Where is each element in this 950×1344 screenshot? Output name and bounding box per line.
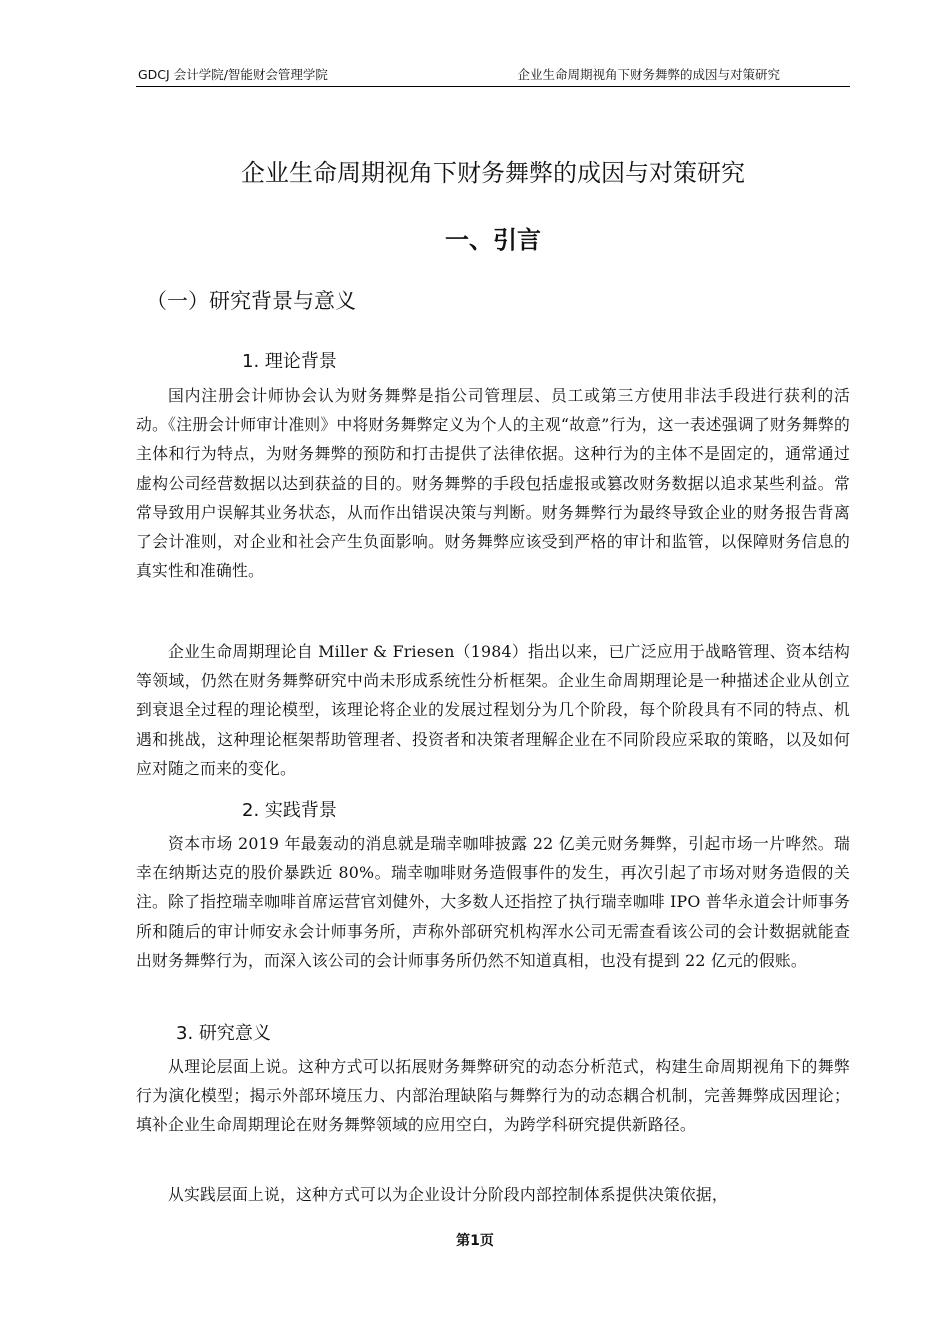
paper-title: 企业生命周期视角下财务舞弊的成因与对策研究 (241, 159, 745, 187)
header-paper-title: 企业生命周期视角下财务舞弊的成因与对策研究 (517, 67, 780, 82)
section-heading-introduction: 一、引言 (445, 226, 541, 254)
paragraph-theory-2: 企业生命周期理论自 Miller & Friesen（1984）指出以来，已广泛应用于战略管理、资本结构等领域，仍然在财务舞弊研究中尚未形成系统性分析框架。企业生命周期理论是一种描述企业从创立到衰退全过程的理论模型，该理论将企业的发展过程划分为几个阶段，每个阶段具有不同的特点、机遇和挑战，这种理论框架帮助管理者、投资者和决策者理解企业在不同阶段应采取的策略，以及如何应对随之而来的变化。 (136, 642, 850, 778)
heading-practice-background: 2. 实践背景 (242, 800, 337, 821)
subsection-heading-background: （一）研究背景与意义 (146, 289, 356, 313)
page-number: 第1页 (456, 1233, 494, 1249)
header-institution: GDCJ 会计学院/智能财会管理学院 (138, 67, 328, 82)
paragraph-significance-1: 从理论层面上说。这种方式可以拓展财务舞弊研究的动态分析范式，构建生命周期视角下的舞弊行为演化模型；揭示外部环境压力、内部治理缺陷与舞弊行为的动态耦合机制，完善舞弊成因理论；填补企业生命周期理论在财务舞弊领域的应用空白，为跨学科研究提供新路径。 (136, 1057, 850, 1135)
heading-research-significance: 3. 研究意义 (176, 1023, 271, 1044)
paragraph-significance-2: 从实践层面上说，这种方式可以为企业设计分阶段内部控制体系提供决策依据， (168, 1185, 728, 1204)
page-header (136, 66, 850, 87)
paragraph-practice-1: 资本市场 2019 年最轰动的消息就是瑞幸咖啡披露 22 亿美元财务舞弊，引起市场一片哗然。瑞幸在纳斯达克的股价暴跌近 80%。瑞幸咖啡财务造假事件的发生，再次引起了市场对财务造假的关注。除了指控瑞幸咖啡首席运营官刘健外，大多数人还指控了执行瑞幸咖啡 IPO 普华永道会计师事务所和随后的审计师安永会计师事务所，声称外部研究机构浑水公司无需查看该公司的会计数据就能查出财务舞弊行为，而深入该公司的会计师事务所仍然不知道真相，也没有提到 22 亿元的假账。 (136, 834, 850, 970)
paragraph-theory-1: 国内注册会计师协会认为财务舞弊是指公司管理层、员工或第三方使用非法手段进行获利的活动。《注册会计师审计准则》中将财务舞弊定义为个人的主观“故意”行为，这一表述强调了财务舞弊的主体和行为特点，为财务舞弊的预防和打击提供了法律依据。这种行为的主体不是固定的，通常通过虚构公司经营数据以达到获益的目的。财务舞弊的手段包括虚报或篡改财务数据以追求某些利益。常常导致用户误解其业务状态，从而作出错误决策与判断。财务舞弊行为最终导致企业的财务报告背离了会计准则，对企业和社会产生负面影响。财务舞弊应该受到严格的审计和监管，以保障财务信息的真实性和准确性。 (136, 386, 850, 581)
heading-theory-background: 1. 理论背景 (242, 351, 337, 372)
